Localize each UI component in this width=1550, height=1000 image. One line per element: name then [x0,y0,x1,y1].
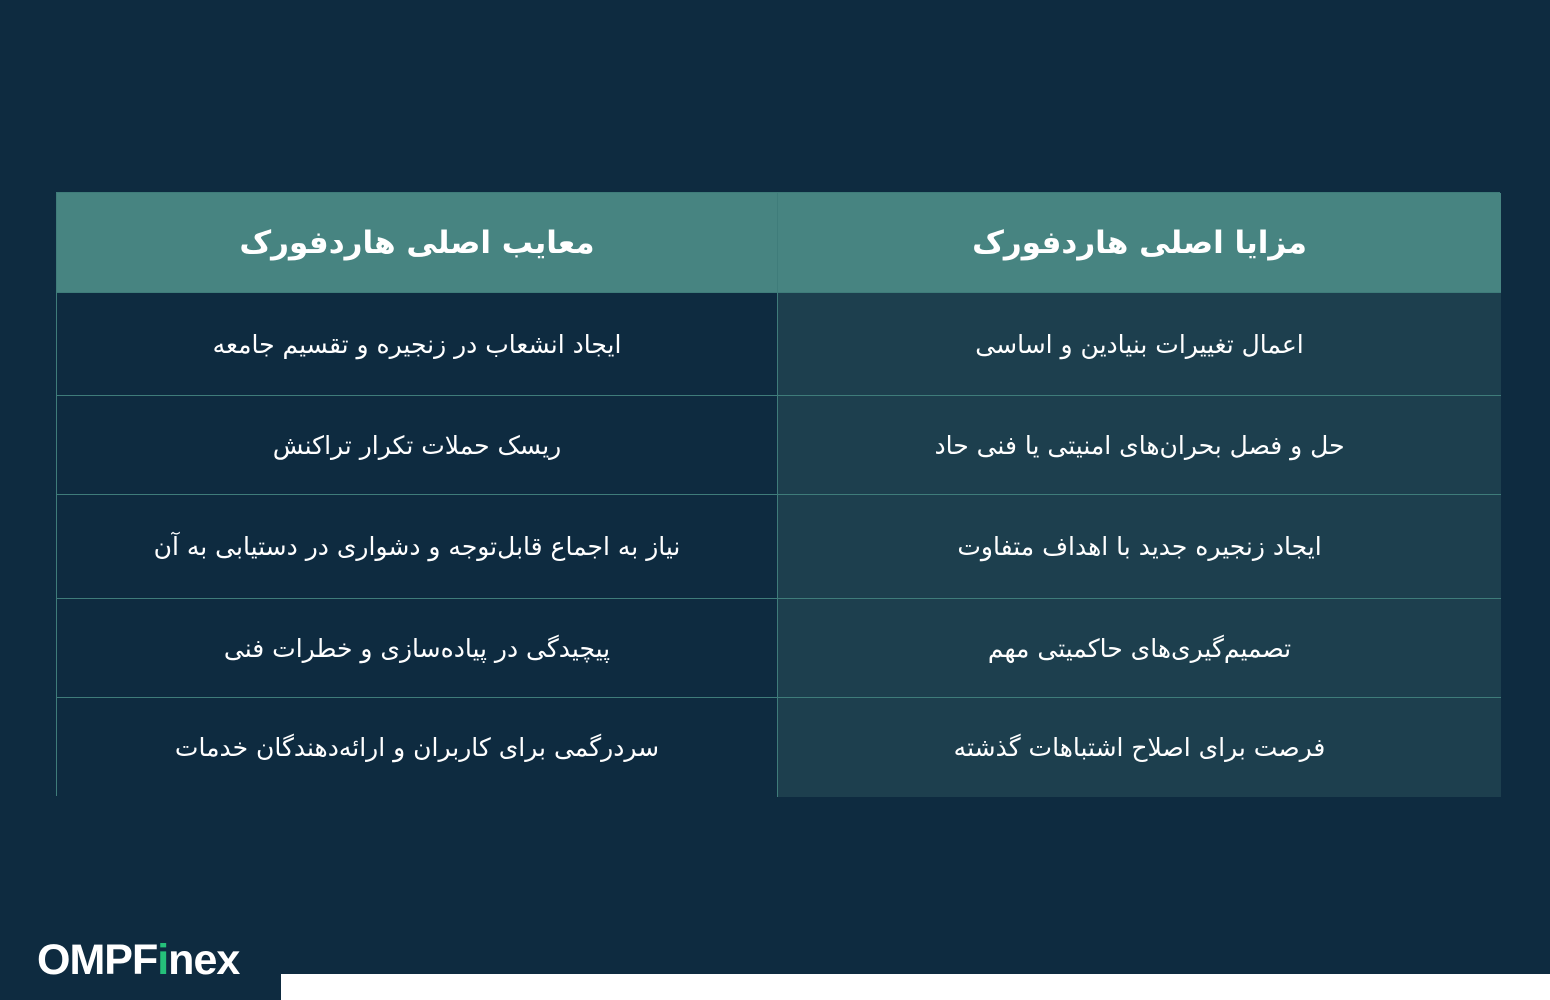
table-cell-pros: فرصت برای اصلاح اشتباهات گذشته [778,698,1501,797]
table-cell-cons: پیچیدگی در پیاده‌سازی و خطرات فنی [57,599,778,698]
table-cell-pros: اعمال تغییرات بنیادین و اساسی [778,293,1501,396]
table-cell-pros: ایجاد زنجیره جدید با اهداف متفاوت [778,495,1501,599]
comparison-table [56,192,1500,796]
logo-text-accent: i [157,936,169,984]
table-cell-pros: تصمیم‌گیری‌های حاکمیتی مهم [778,599,1501,698]
header-pros: مزایا اصلی هاردفورک [778,193,1501,293]
table-cell-cons: ایجاد انشعاب در زنجیره و تقسیم جامعه [57,293,778,396]
ompfinex-logo [37,934,239,986]
logo-text-end: nex [168,936,240,984]
table-cell-cons: سردرگمی برای کاربران و ارائه‌دهندگان خدمات [57,698,778,797]
table-cell-pros: حل و فصل بحران‌های امنیتی یا فنی حاد [778,396,1501,495]
header-cons: معایب اصلی هاردفورک [57,193,778,293]
logo-text-main: OMPF [37,936,158,984]
table-cell-cons: نیاز به اجماع قابل‌توجه و دشواری در دستیابی به آن [57,495,778,599]
bottom-bar [281,974,1550,1000]
table-cell-cons: ریسک حملات تکرار تراکنش [57,396,778,495]
